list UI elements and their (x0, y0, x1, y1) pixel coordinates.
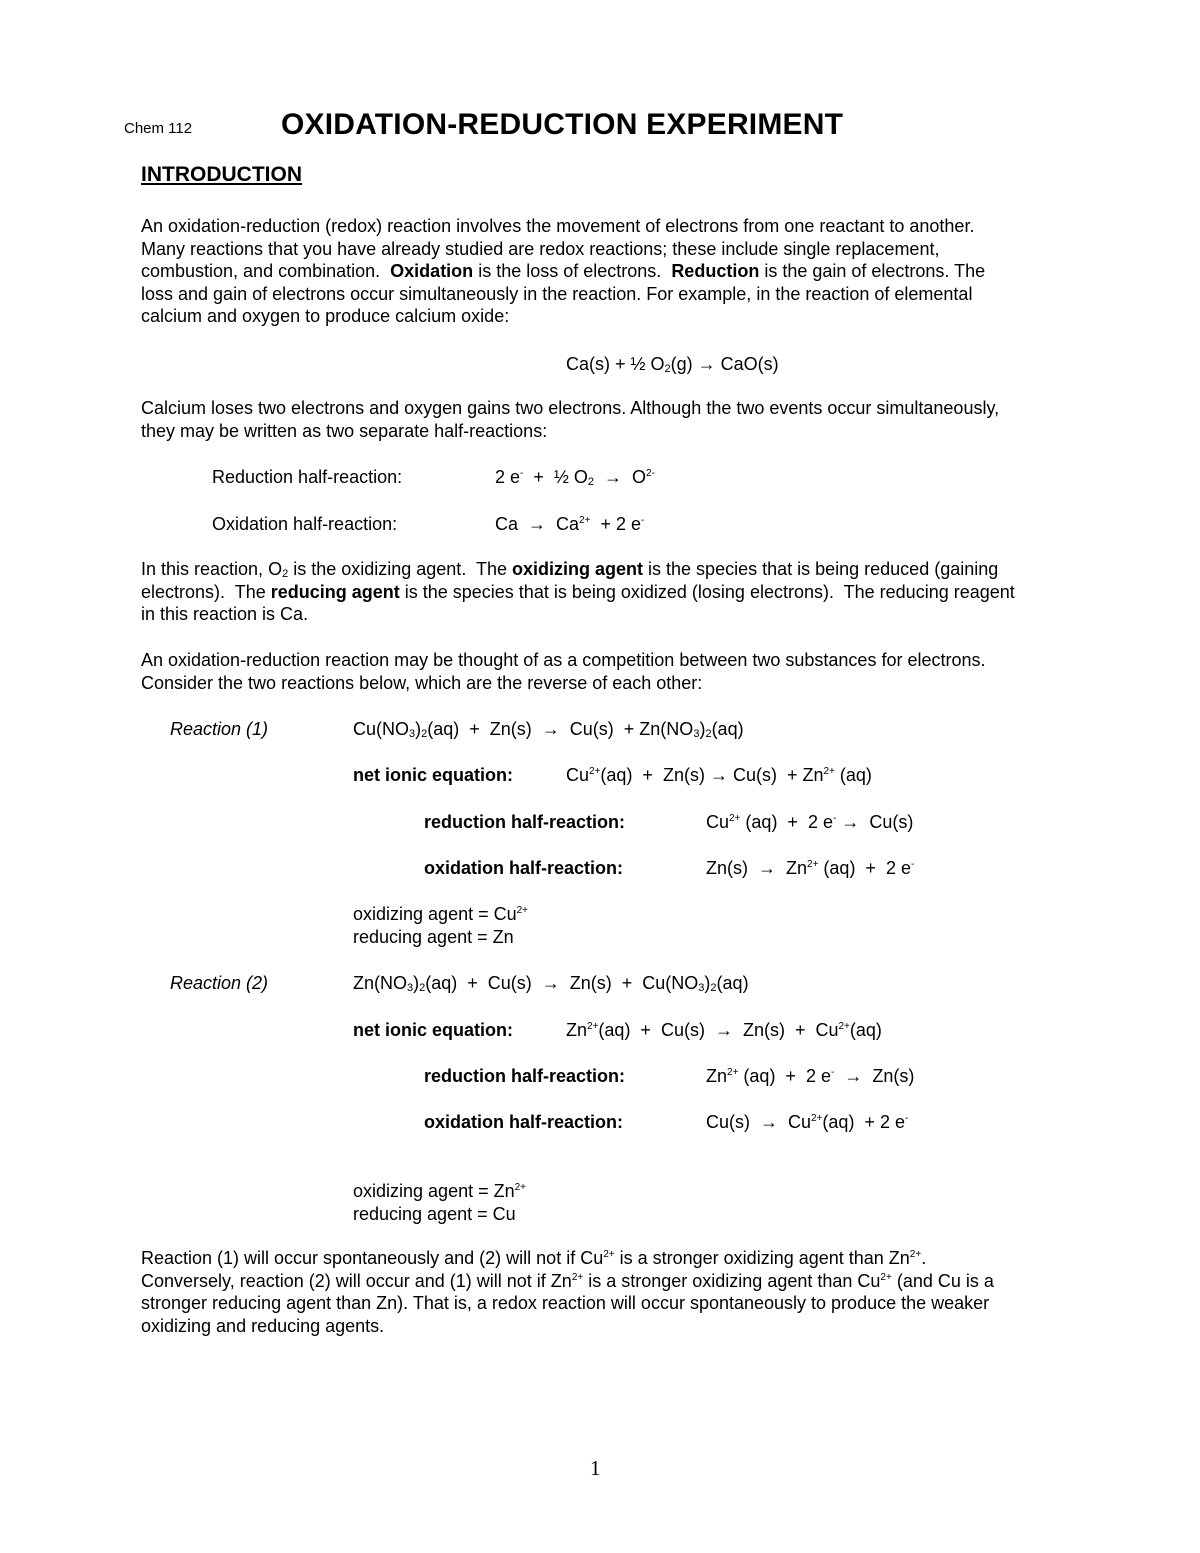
text-line: An oxidation-reduction reaction may be thought of as a competition between two substances for electrons. (141, 650, 986, 670)
text-line: calcium and oxygen to produce calcium oxide: (141, 306, 510, 326)
reaction-1-net-ionic: $Cu^{2+}(aq) + Zn(s) \to Cu(s) + Zn^{2+}$ (aq) (566, 765, 872, 785)
equation-calcium-oxide: Ca(s) + ½ $O_2(g) \to CaO(s)$ (566, 354, 779, 375)
reaction-1-oxidation: $Zn(s) \to Zn^{2+}$ (aq) + 2 e- (706, 858, 915, 878)
reaction-1-oxidizing-agent: oxidizing agent = $Cu^{2+}$ (353, 904, 529, 924)
page-number: 1 (590, 1456, 601, 1480)
half-reaction-label: Oxidation half-reaction: (212, 514, 398, 534)
half-reaction-label: Reduction half-reaction: (212, 467, 403, 487)
reduction-term: Reduction (671, 261, 760, 281)
course-code: Chem 112 (124, 120, 193, 137)
section-heading: INTRODUCTION (141, 163, 302, 186)
half-reaction-intro (141, 397, 1101, 442)
intro-paragraph (141, 215, 1101, 328)
reducing-agent-term: reducing agent (270, 581, 400, 602)
reaction-2-oxidizing-agent: oxidizing agent = $Zn^{2+}$ (353, 1181, 527, 1201)
text-line: in this reaction is Ca. (141, 604, 309, 624)
text-line: Reaction (1) will occur spontaneously and (2) will not if $Cu^{2+}$ is a stronger oxidizing agent than $Zn^{2+}$. (141, 1248, 927, 1268)
text-line: loss and gain of electrons occur simultaneously in the reaction. For example, in the reaction of elemental (141, 283, 973, 304)
oxidation-half-equation: $Ca \to Ca^{2+} + 2$ e- (495, 514, 645, 534)
reduction-half-label: reduction half-reaction: (424, 1066, 626, 1086)
text-line: In this reaction, $O_2$ is the oxidizing agent. The oxidizing agent is the species that is being reduced (gaining (141, 559, 999, 580)
text-line: Many reactions that you have already studied are redox reactions; these include single replacement, (141, 238, 940, 259)
oxidizing-agent-term: oxidizing agent (512, 559, 644, 579)
reaction-2-net-ionic: $Zn^{2+}(aq) + Cu(s) \to Zn(s) + Cu^{2+}(aq)$ (566, 1020, 882, 1040)
reaction-2-oxidation: $Cu(s) \to Cu^{2+}(aq) + 2$ e- (706, 1112, 909, 1132)
reaction-2-label: Reaction (2) (170, 973, 269, 993)
net-ionic-label: net ionic equation: (353, 1020, 513, 1040)
text-line: An oxidation-reduction (redox) reaction involves the movement of electrons from one reactant to another. (141, 216, 975, 236)
oxidation-half-label: oxidation half-reaction: (424, 858, 624, 878)
reaction-1-label: Reaction (1) (170, 719, 269, 739)
competition-paragraph (141, 649, 1101, 694)
reaction-2-reducing-agent: reducing agent = Cu (353, 1204, 516, 1224)
reduction-half-equation: 2 e- + ½ $O_2 \to O^{2-}$ (495, 467, 655, 488)
oxidation-half-label: oxidation half-reaction: (424, 1112, 624, 1132)
text-line: combustion, and combination. Oxidation is the loss of electrons. Reduction is the gain of electrons. The (141, 261, 986, 281)
text-line: stronger reducing agent than Zn). That is, a redox reaction will occur spontaneously to produce the weaker (141, 1293, 990, 1313)
text-line: they may be written as two separate half-reactions: (141, 420, 548, 441)
reaction-1-reduction: $Cu^{2+}$ (aq) + 2 e- → Cu(s) (706, 812, 914, 832)
text-line: Calcium loses two electrons and oxygen gains two electrons. Although the two events occur simultaneously, (141, 398, 1000, 418)
oxidation-term: Oxidation (390, 261, 474, 281)
document-title: OXIDATION-REDUCTION EXPERIMENT (281, 108, 844, 141)
reaction-1-reducing-agent: reducing agent = Zn (353, 927, 514, 947)
text-line: Consider the two reactions below, which are the reverse of each other: (141, 672, 703, 693)
net-ionic-label: net ionic equation: (353, 765, 513, 785)
text-line: electrons). The reducing agent is the species that is being oxidized (losing electrons). The reducing reagent (141, 581, 1015, 602)
reaction-1-equation: $Cu(NO_3)_2(aq) + Zn(s) \to Cu(s) + Zn(NO_3)_2(aq)$ (353, 719, 744, 740)
reduction-half-label: reduction half-reaction: (424, 812, 626, 832)
text-line: Conversely, reaction (2) will occur and (1) will not if $Zn^{2+}$ is a stronger oxidizing agent than $Cu^{2+}$ (and Cu is a (141, 1270, 994, 1291)
agents-paragraph (141, 558, 1101, 626)
reaction-2-reduction: $Zn^{2+}$ (aq) + 2 e- → Zn(s) (706, 1066, 915, 1086)
text-line: oxidizing and reducing agents. (141, 1315, 385, 1336)
conclusion-paragraph (141, 1247, 1101, 1337)
reaction-2-equation: $Zn(NO_3)_2(aq) + Cu(s) \to Zn(s) + Cu(NO_3)_2(aq)$ (353, 973, 749, 994)
